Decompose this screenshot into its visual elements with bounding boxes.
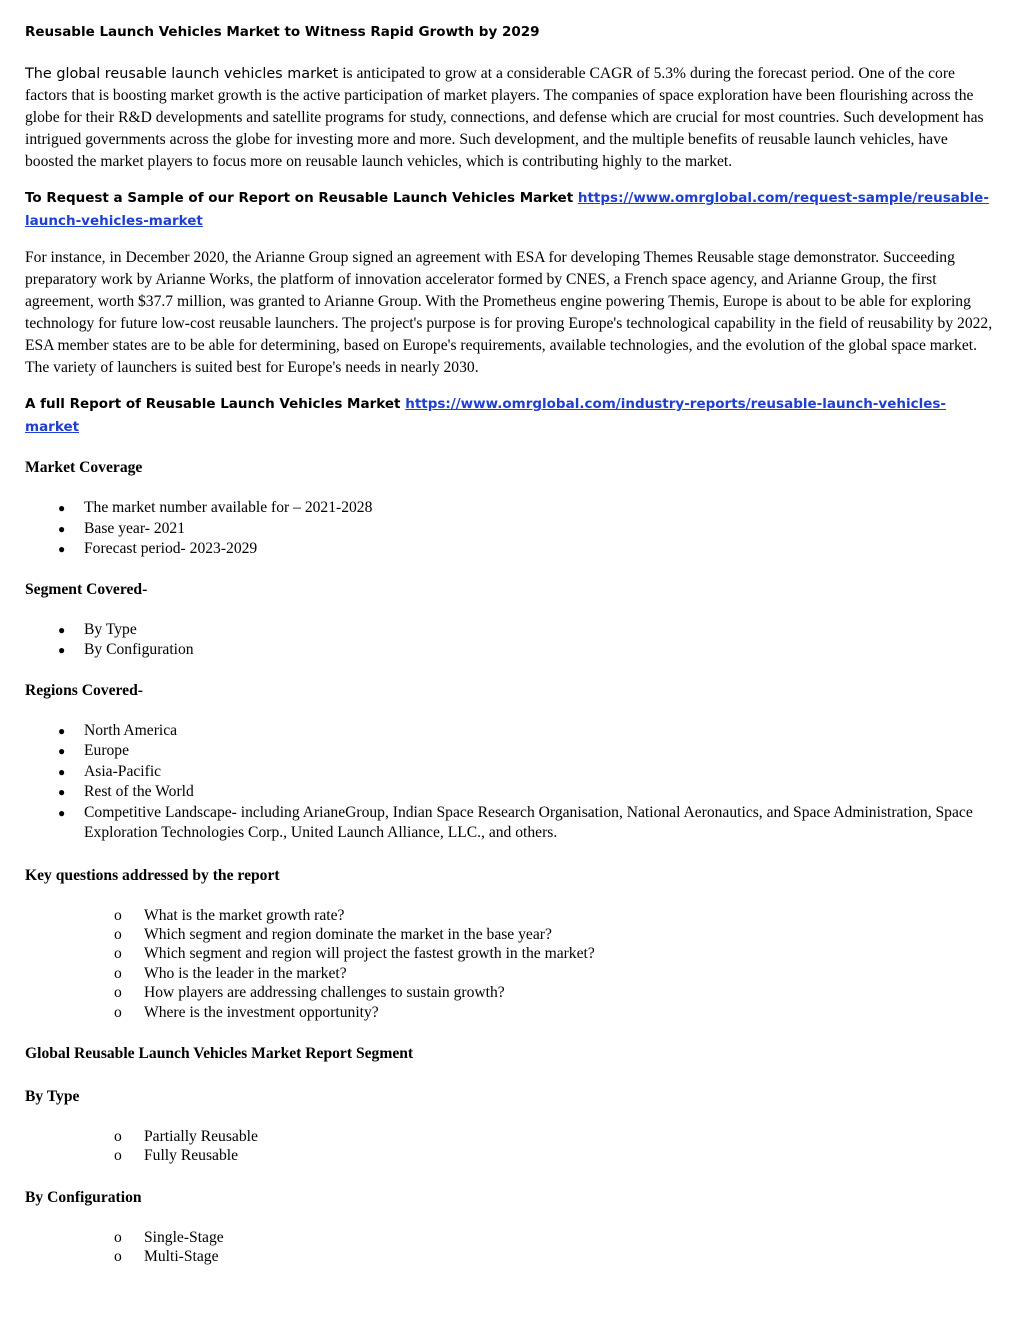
by-configuration-list xyxy=(25,1228,1000,1267)
hollow-bullet-icon: o xyxy=(114,1228,122,1246)
list-item-text: By Configuration xyxy=(84,641,194,658)
by-configuration-heading: By Configuration xyxy=(25,1188,142,1206)
by-type-list xyxy=(25,1127,1000,1166)
segment-covered-list xyxy=(25,620,1000,661)
hollow-bullet-icon: o xyxy=(114,1127,122,1145)
market-coverage-heading: Market Coverage xyxy=(25,459,143,476)
bullet-icon: ● xyxy=(58,622,66,637)
hollow-bullet-icon: o xyxy=(114,925,122,943)
list-item xyxy=(25,964,1000,983)
full-report-link[interactable]: https://www.omrglobal.com/industry-reports/reusable-launch-vehicles-market xyxy=(25,396,947,435)
list-item xyxy=(25,519,1000,540)
list-item xyxy=(25,640,1000,661)
list-item xyxy=(25,782,1000,803)
list-item xyxy=(25,983,1000,1002)
bullet-icon: ● xyxy=(58,521,66,536)
key-questions-list xyxy=(25,906,1000,1022)
list-item-text: Single-Stage xyxy=(144,1228,224,1246)
intro-body: is anticipated to grow at a considerable CAGR of 5.3% during the forecast period. One of the core factors that is boosting market growth is the active participation of market players. The companies of space exploration have been flourishing across the globe for their R&D developments and satellite programs for study, connections, and defense which are crucial for most countries. Such development has intrigued governments across the globe for investing more and more. Such development, and the multiple benefits of reusable launch vehicles, have boosted the market players to focus more on reusable launch vehicles, which is contributing highly to the market. xyxy=(25,65,984,170)
intro-lead-phrase: The global reusable launch vehicles market xyxy=(25,66,339,82)
bullet-icon: ● xyxy=(58,785,66,799)
bullet-icon: ● xyxy=(58,542,66,556)
bullet-icon: ● xyxy=(58,643,66,657)
hollow-bullet-icon: o xyxy=(114,1003,122,1021)
key-questions-heading: Key questions addressed by the report xyxy=(25,866,280,884)
list-item-text: North America xyxy=(84,721,178,739)
list-item xyxy=(25,1228,1000,1247)
hollow-bullet-icon: o xyxy=(114,984,122,1002)
hollow-bullet-icon: o xyxy=(114,1147,122,1165)
list-item xyxy=(25,620,1000,641)
list-item-text: Asia-Pacific xyxy=(84,762,162,780)
list-item-text: What is the market growth rate? xyxy=(144,906,345,924)
list-item-text: Which segment and region dominate the market in the base year? xyxy=(144,925,552,943)
list-item-text: Europe xyxy=(84,742,130,759)
list-item-text: Competitive Landscape- including ArianeGroup, Indian Space Research Organisation, National Aeronautics, and Space Administration, Space Exploration Technologies Corp., United Launch Alliance, LLC., and others. xyxy=(84,803,973,841)
by-type-heading: By Type xyxy=(25,1087,80,1105)
bullet-icon: ● xyxy=(58,805,66,820)
hollow-bullet-icon: o xyxy=(114,964,122,982)
list-item-text: Which segment and region will project the fastest growth in the market? xyxy=(144,945,595,963)
list-item xyxy=(25,1127,1000,1146)
hollow-bullet-icon: o xyxy=(114,1248,122,1266)
list-item xyxy=(25,906,1000,925)
bullet-icon: ● xyxy=(58,764,66,779)
document-page xyxy=(25,22,1000,1288)
list-item-text: Multi-Stage xyxy=(144,1248,219,1266)
sample-request-link[interactable]: https://www.omrglobal.com/request-sample/reusable-launch-vehicles-market xyxy=(25,190,989,229)
list-item-text: How players are addressing challenges to sustain growth? xyxy=(144,984,505,1002)
bullet-icon: ● xyxy=(58,723,66,738)
list-item-text: Forecast period- 2023-2029 xyxy=(84,540,258,557)
list-item-text: By Type xyxy=(84,620,137,638)
report-segment-heading: Global Reusable Launch Vehicles Market Report Segment xyxy=(25,1044,414,1062)
list-item xyxy=(25,803,1000,844)
list-item xyxy=(25,944,1000,963)
bullet-icon: ● xyxy=(58,501,66,515)
list-item xyxy=(25,925,1000,944)
regions-covered-list xyxy=(25,721,1000,844)
list-item-text: Rest of the World xyxy=(84,783,194,800)
list-item-text: Who is the leader in the market? xyxy=(144,964,347,982)
market-coverage-list xyxy=(25,498,1000,560)
list-item xyxy=(25,539,1000,560)
sample-request-line xyxy=(25,187,1000,233)
sample-request-label: To Request a Sample of our Report on Reusable Launch Vehicles Market xyxy=(25,190,578,206)
bullet-icon: ● xyxy=(58,744,66,758)
list-item xyxy=(25,721,1000,742)
hollow-bullet-icon: o xyxy=(114,945,122,963)
list-item xyxy=(25,1003,1000,1022)
hollow-bullet-icon: o xyxy=(114,906,122,924)
list-item-text: The market number available for – 2021-2028 xyxy=(84,499,373,516)
list-item-text: Fully Reusable xyxy=(144,1147,238,1165)
list-item-text: Where is the investment opportunity? xyxy=(144,1003,379,1021)
intro-paragraph xyxy=(25,63,1000,173)
list-item xyxy=(25,1247,1000,1266)
full-report-label: A full Report of Reusable Launch Vehicles Market xyxy=(25,396,406,412)
full-report-line xyxy=(25,393,1000,439)
document-title: Reusable Launch Vehicles Market to Witness Rapid Growth by 2029 xyxy=(25,24,540,40)
list-item xyxy=(25,498,1000,519)
list-item xyxy=(25,1146,1000,1165)
list-item-text: Base year- 2021 xyxy=(84,519,186,537)
instance-paragraph: For instance, in December 2020, the Arianne Group signed an agreement with ESA for developing Themes Reusable stage demonstrator. Succeeding preparatory work by Arianne Works, the platform of innovation accelerator formed by CNES, a French space agency, and Arianne Group, the first agreement, worth $37.7 million, was granted to Arianne Group. With the Prometheus engine powering Themis, Europe is about to be able for exploring technology for future low-cost reusable launchers. The project's purpose is for proving Europe's technological capability in the field of reusability by 2022, ESA member states are to be able for determining, based on Europe's requirements, available technologies, and the evolution of the global space market. The variety of launchers is suited best for Europe's needs in nearly 2030. xyxy=(25,249,993,376)
segment-covered-heading: Segment Covered- xyxy=(25,580,148,598)
list-item-text: Partially Reusable xyxy=(144,1127,258,1145)
list-item xyxy=(25,741,1000,762)
list-item xyxy=(25,762,1000,783)
regions-covered-heading: Regions Covered- xyxy=(25,681,143,699)
